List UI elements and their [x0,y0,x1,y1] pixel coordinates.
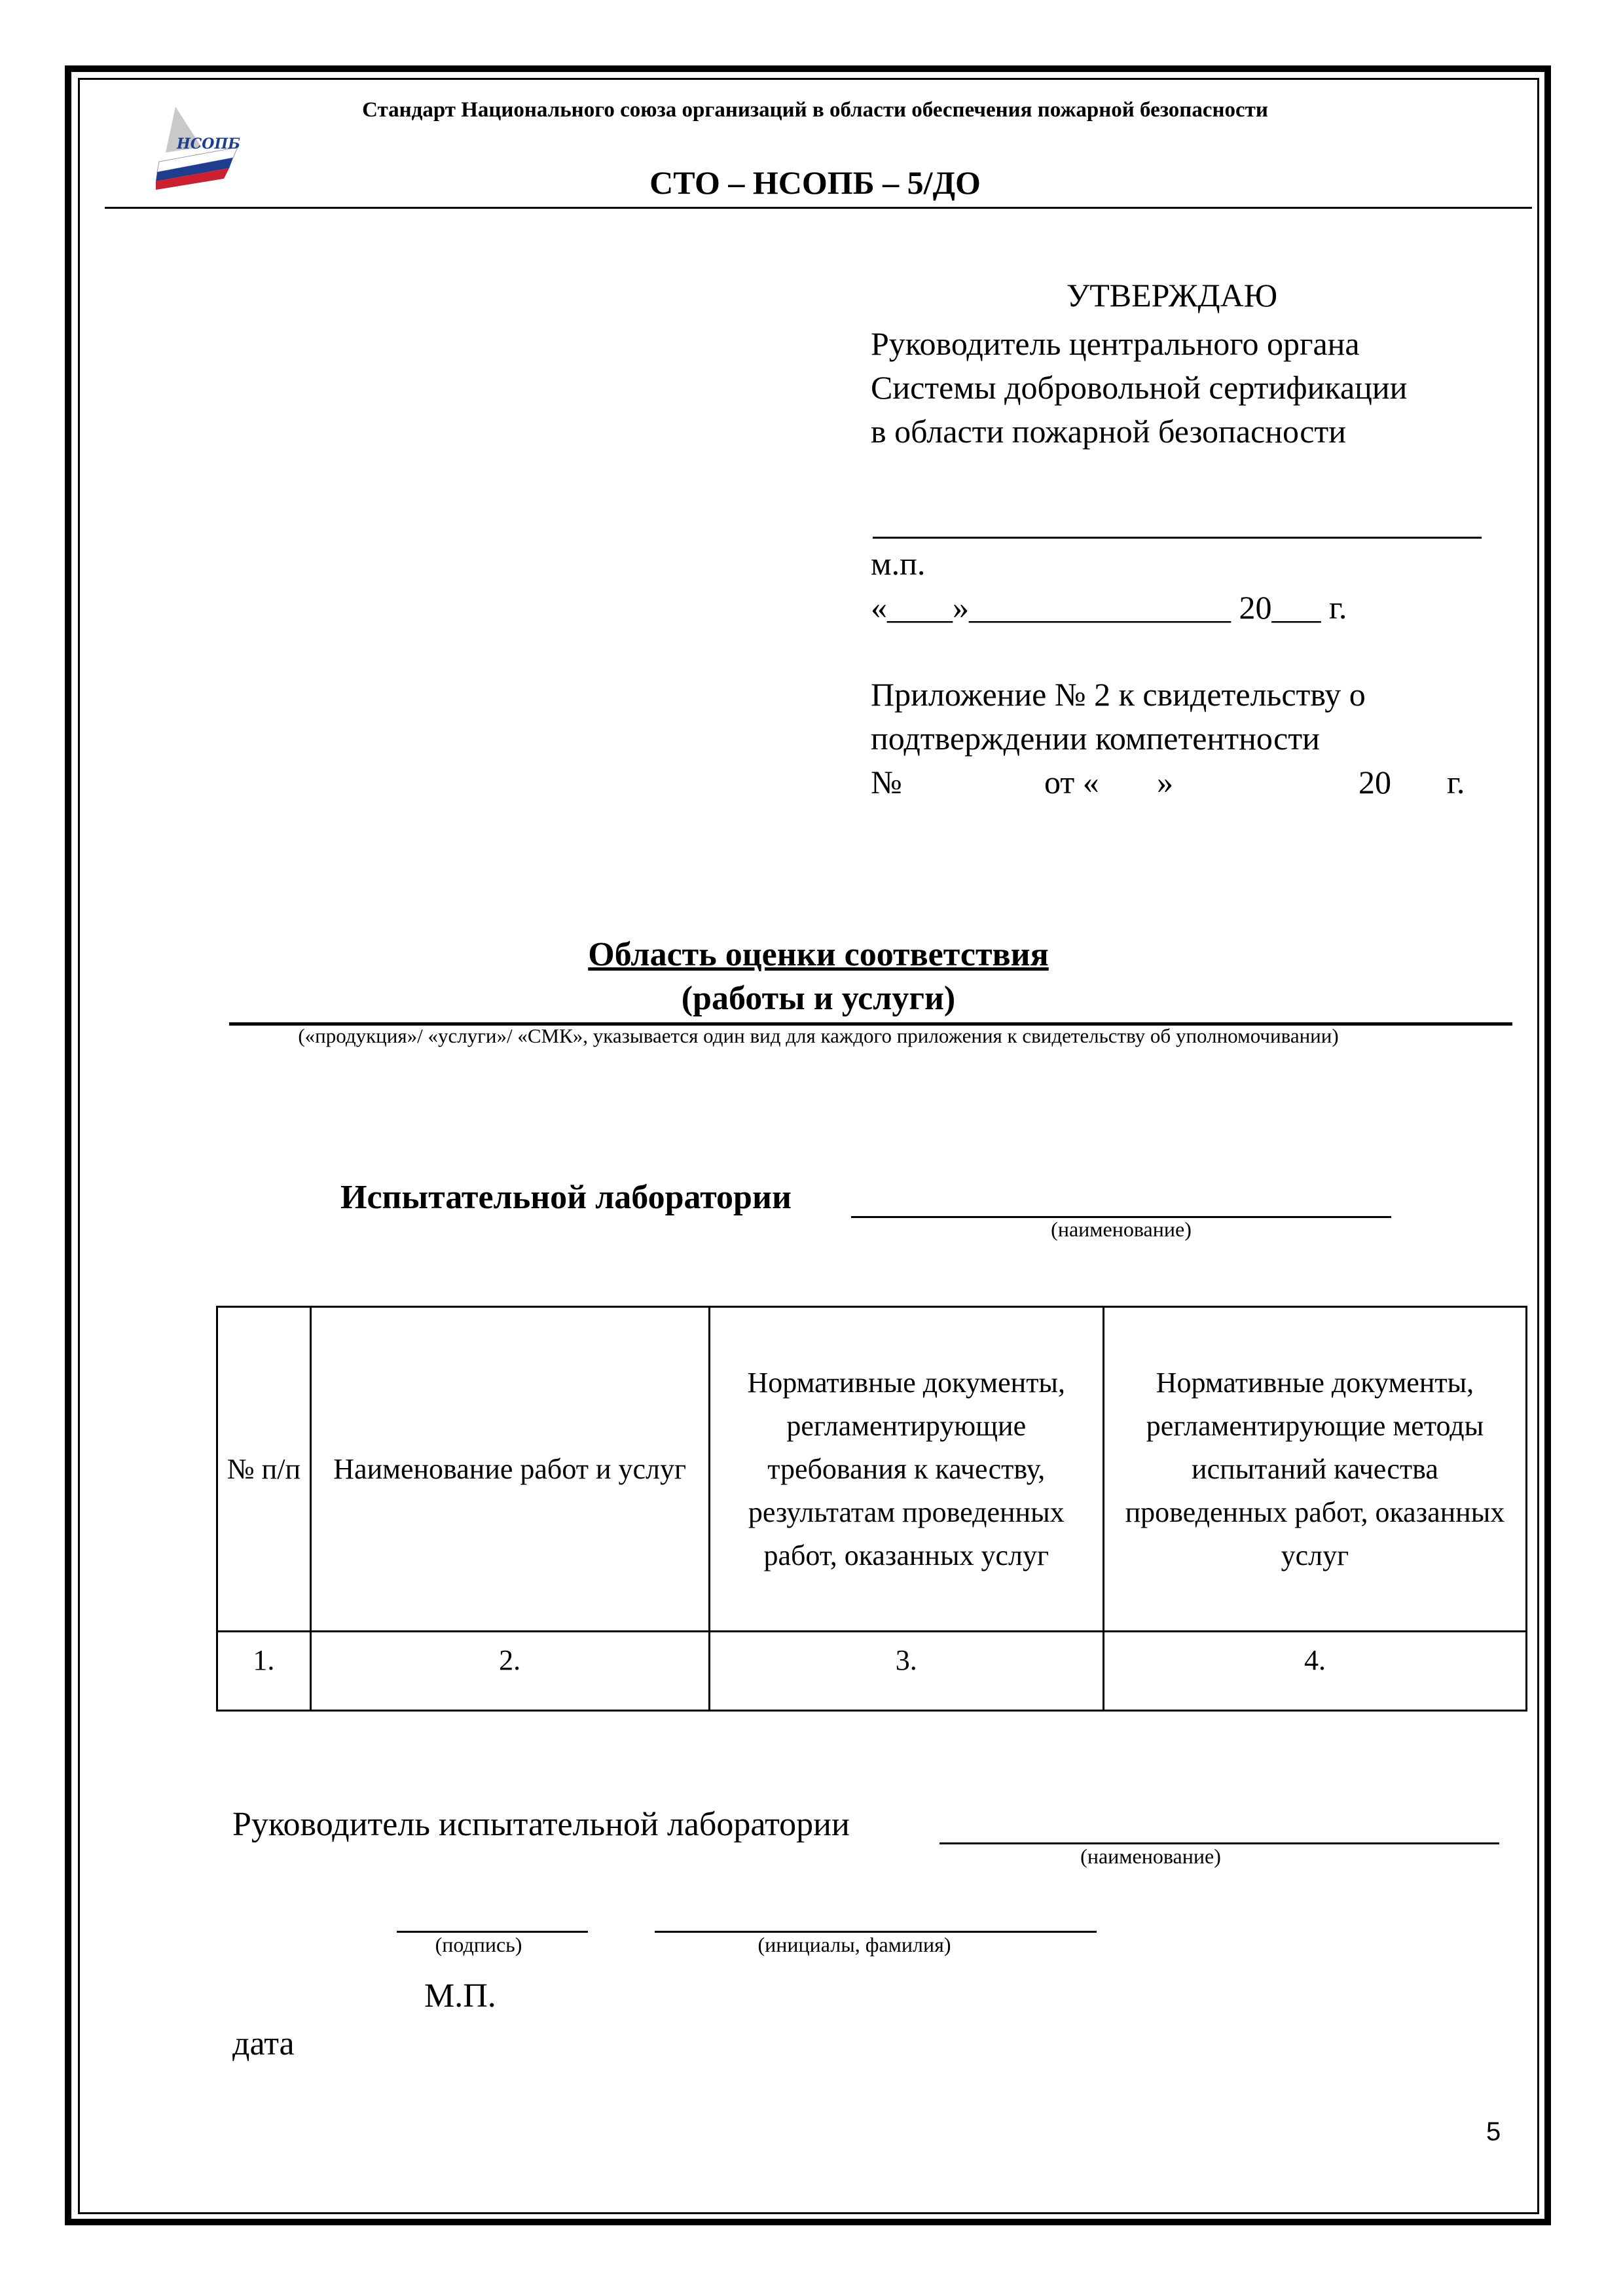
scope-title [105,933,1532,1020]
head-label: Руководитель испытательной лаборатории [232,1806,850,1843]
lab-name-caption: (наименование) [1051,1217,1192,1241]
annex-quote-close: » [1157,764,1173,800]
annex-year: 20 [1359,764,1391,800]
table-header-work-name: Наименование работ и услуг [310,1307,709,1632]
table-cell: 4. [1103,1632,1526,1711]
annex-line-2: подтверждении компетентности [871,720,1320,757]
initials-caption: (инициалы, фамилия) [757,1933,951,1956]
approval-signature-line [873,537,1482,539]
table-cell: 2. [310,1632,709,1711]
table-header-quality-docs: Нормативные документы, регламентирующие требования к качеству, результатам проведенных работ, оказанных услуг [709,1307,1103,1632]
lab-label: Испытательной лаборатории [340,1179,792,1216]
document-code: СТО – НСОПБ – 5/ДО [649,164,981,201]
logo-text: НСОПБ [177,135,241,152]
table-header-number: № п/п [217,1307,311,1632]
annex-g: г. [1447,764,1465,800]
scope-note: («продукция»/ «услуги»/ «СМК», указывается один вид для каждого приложения к свидетельству об уполномочивании) [298,1024,1339,1047]
approval-title: УТВЕРЖДАЮ [1066,277,1278,314]
annex-number-line [871,761,1470,804]
approval-date-line: «____»________________ 20___ г. [871,589,1347,626]
annex-number-sign: № [871,764,902,800]
head-name-caption: (наименование) [1080,1844,1221,1868]
table-cell: 3. [709,1632,1103,1711]
page-number: 5 [1486,2117,1501,2146]
scope-table [216,1306,1527,1712]
annex-from: от « [1044,764,1099,800]
table-header-row [217,1307,1527,1632]
approval-seal: м.п. [871,545,926,582]
standard-title: Стандарт Национального союза организаций в области обеспечения пожарной безопасности [362,98,1268,122]
footer-seal: М.П. [424,1977,496,2015]
approval-line-1: Руководитель центрального органа [871,325,1360,362]
approval-line-3: в области пожарной безопасности [871,413,1347,450]
table-cell: 1. [217,1632,311,1711]
table-header-method-docs: Нормативные документы, регламентирующие методы испытаний качества проведенных работ, оказанных услуг [1103,1307,1526,1632]
footer-date: дата [232,2025,295,2062]
signature-caption: (подпись) [435,1933,522,1956]
approval-line-2: Системы добровольной сертификации [871,369,1408,406]
scope-title-2: (работы и услуги) [681,980,956,1017]
table-row [217,1632,1527,1711]
annex-line-1: Приложение № 2 к свидетельству о [871,676,1366,713]
scope-title-1: Область оценки соответствия [588,936,1049,973]
header-divider [105,207,1532,209]
